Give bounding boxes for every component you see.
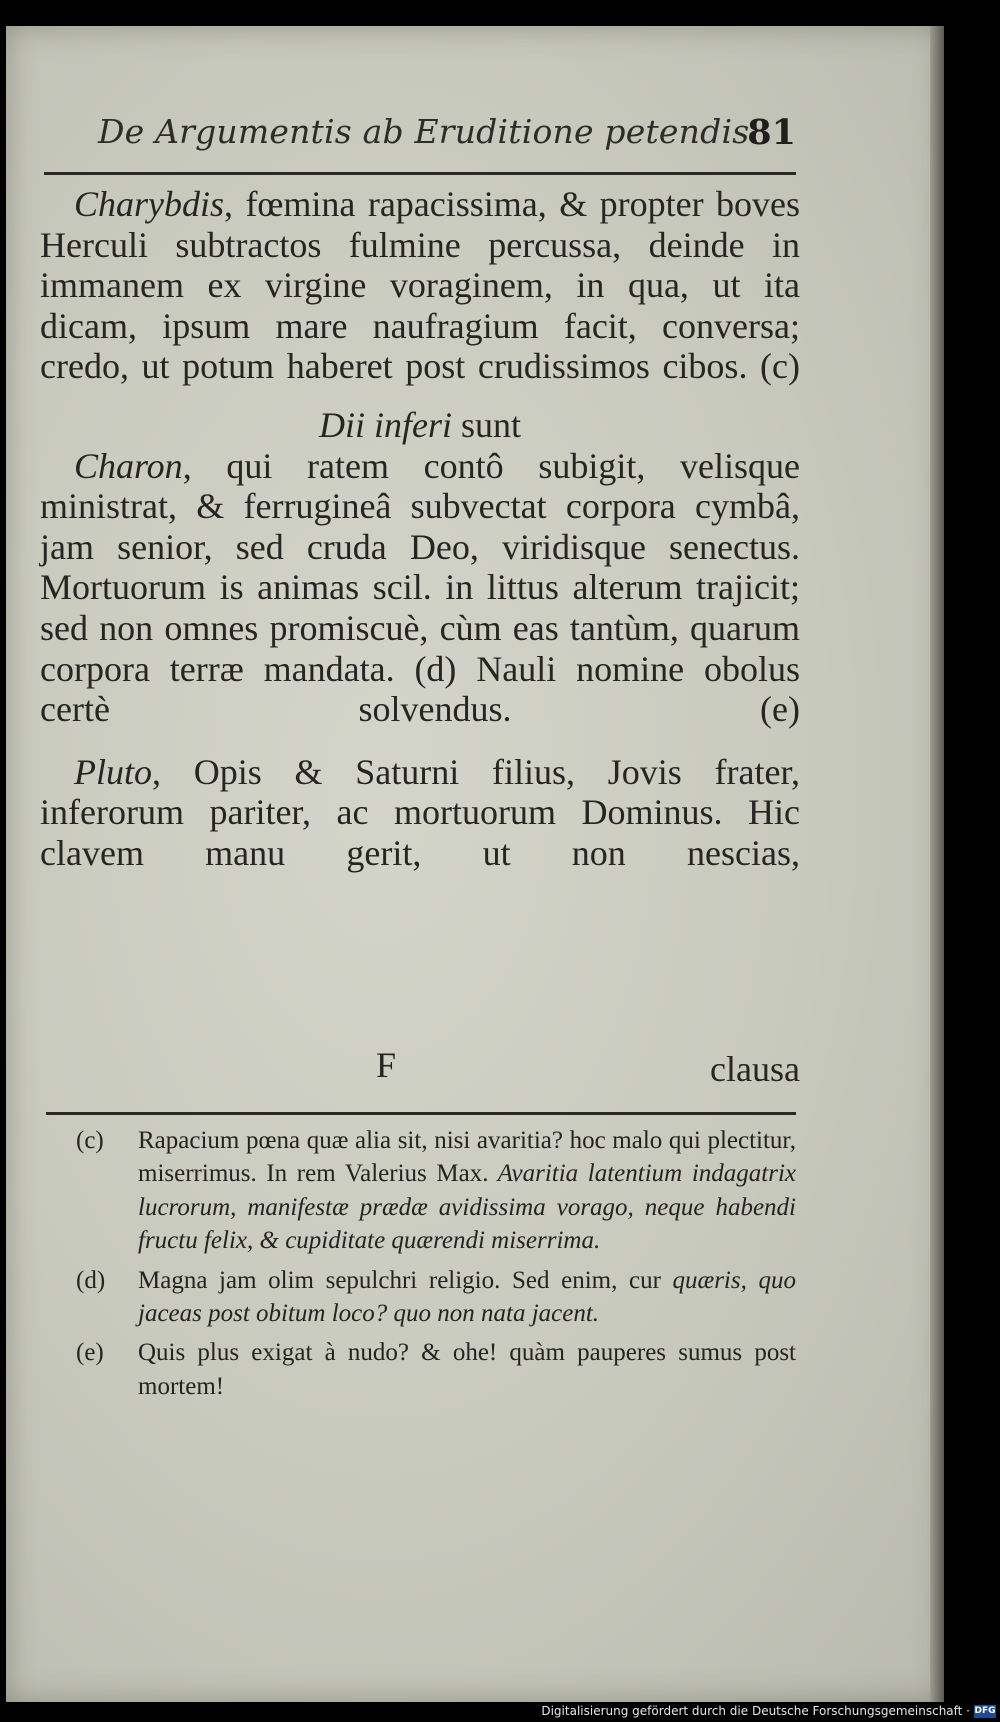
paragraph-text: , fœmina rapacissima, & propter boves Herculi subtractos fulmine percussa, deinde in immanem ex virgine voraginem, in qua, ut ita dicam, ipsum mare naufragium facit, conversa; credo, ut potum haberet post crudissimos cibos. (c) xyxy=(40,184,800,387)
signature-mark: F xyxy=(376,1045,397,1085)
footnote-mark: (d) xyxy=(76,1266,106,1294)
footnote-text: Quis plus exigat à nudo? & ohe! quàm pauperes sumus post mortem! xyxy=(138,1339,796,1400)
footnote-text: Rapacium pœna quæ alia sit, nisi avaritia? hoc malo qui plectitur, miserrimus. In rem Valerius Max. xyxy=(138,1127,796,1188)
dfg-logo-icon: DFG xyxy=(974,1706,996,1716)
main-text xyxy=(40,184,800,874)
heading-italic: Dii inferi xyxy=(318,404,452,445)
running-title: De Argumentis ab Eruditione petendis. xyxy=(98,112,761,151)
catchword: clausa xyxy=(710,1049,800,1089)
paragraph-text: , Opis & Saturni filius, Jovis frater, inferorum pariter, ac mortuorum Dominus. Hic clavem manu gerit, ut non nescias, xyxy=(40,751,800,873)
page-header xyxy=(98,106,796,162)
footnote-mark: (e) xyxy=(76,1339,104,1367)
paragraph-pluto xyxy=(40,752,800,874)
page-number: 81 xyxy=(747,112,796,153)
footnote-rule xyxy=(46,1112,796,1115)
signature-line xyxy=(40,1045,800,1090)
paragraph-charybdis xyxy=(40,184,800,387)
credit-bar xyxy=(0,1702,1000,1722)
footnote-text: Magna jam olim sepulchri religio. Sed enim, cur xyxy=(138,1266,661,1294)
footnote-mark: (c) xyxy=(76,1127,104,1154)
footnote-italic: Avaritia latentium indagatrix lucrorum, manifestæ prædæ avidissima vorago, neque habendi fructu felix, & cupiditate quærendi miserrima. xyxy=(138,1160,797,1255)
paragraph-text: , qui ratem contô subigit, velisque ministrat, & ferrugineâ subvectat corpora cymbâ, jam senior, sed cruda Deo, viridisque senectus. Mortuorum is animas scil. in littus alterum trajicit; sed non omnes promiscuè, cùm eas tantùm, quarum corpora terræ mandata. (d) Nauli nomine obolus certè solvendus. (e) xyxy=(40,445,800,730)
book-page xyxy=(6,26,944,1702)
heading-rest: sunt xyxy=(451,404,521,445)
paragraph-charon xyxy=(40,446,800,730)
header-rule xyxy=(44,172,796,175)
footnotes xyxy=(76,1124,796,1409)
paragraph-lead: Pluto xyxy=(74,751,152,792)
paragraph-lead: Charon xyxy=(74,445,183,486)
footnote-d xyxy=(76,1264,796,1331)
footnote-italic: quæris, quo jaceas post obitum loco? quo non nata jacent. xyxy=(138,1266,796,1328)
footnote-c xyxy=(76,1124,796,1258)
funding-credit: Digitalisierung gefördert durch die Deutsche Forschungsgemeinschaft · xyxy=(541,1704,970,1718)
paragraph-lead: Charybdis xyxy=(74,184,225,224)
section-heading xyxy=(40,405,800,446)
page-spine-shadow xyxy=(930,26,944,1702)
footnote-e xyxy=(76,1336,796,1403)
